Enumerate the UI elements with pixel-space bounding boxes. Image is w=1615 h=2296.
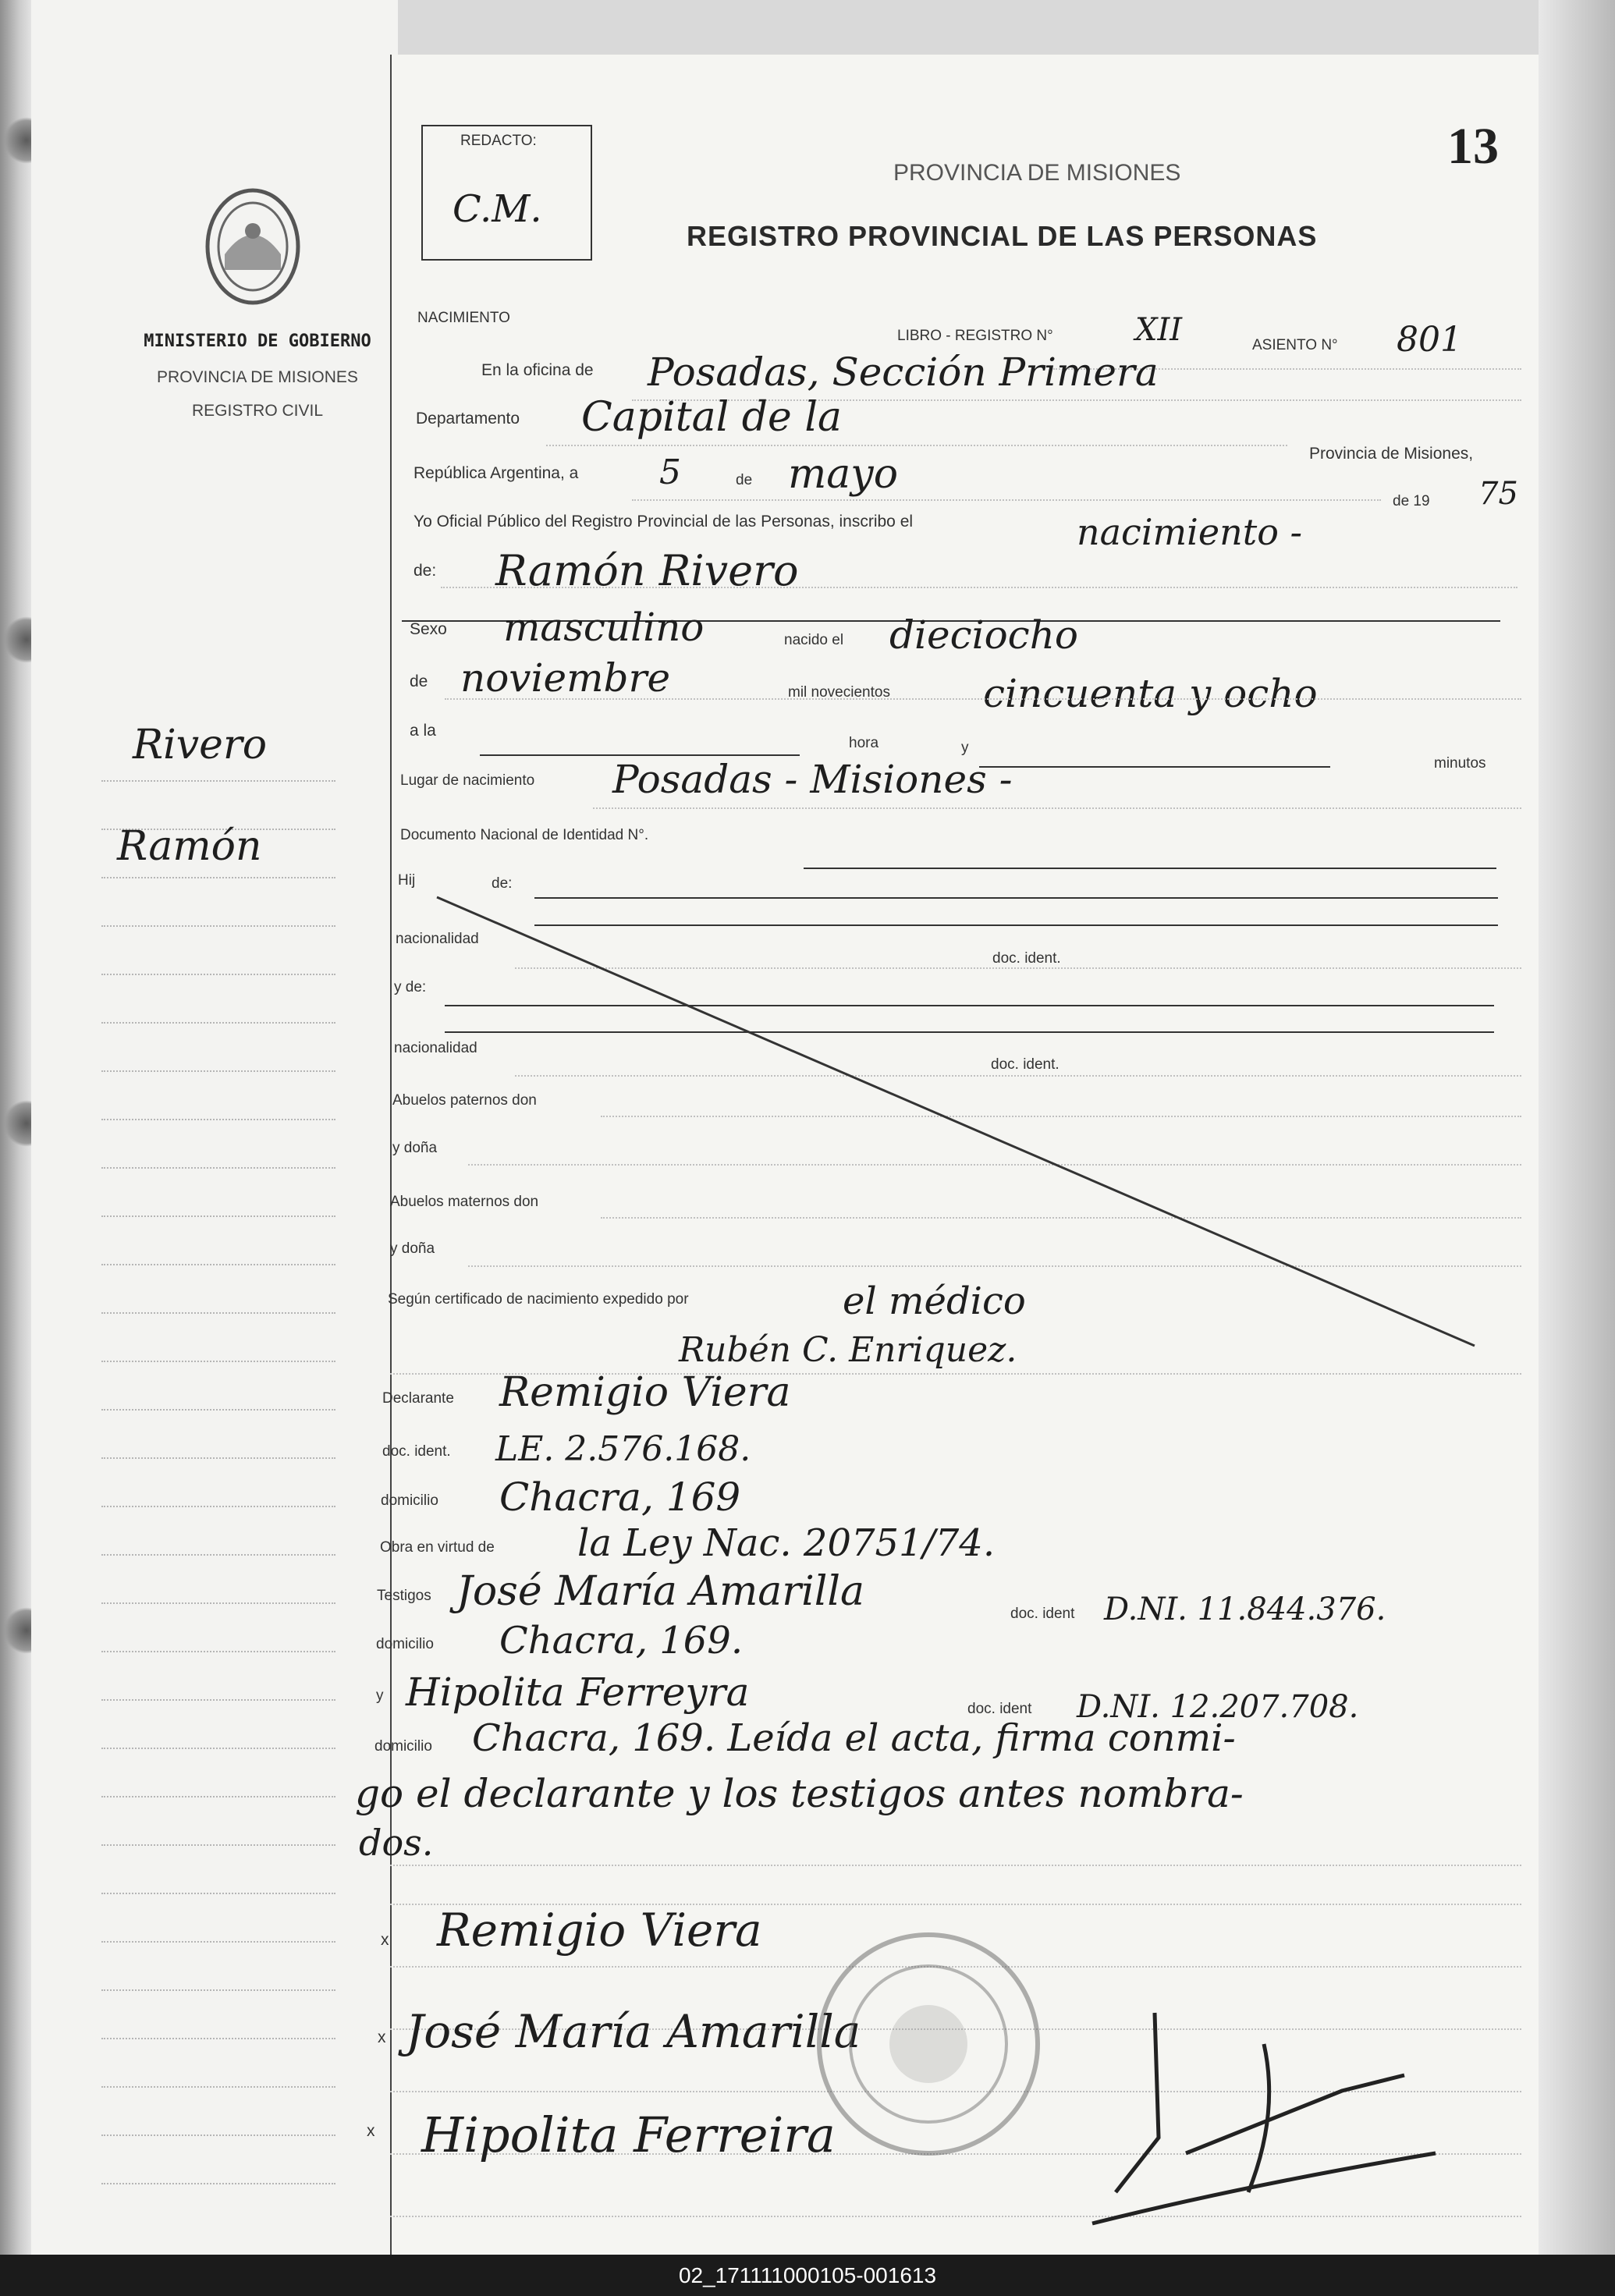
oficina-value: Posadas, Sección Primera xyxy=(648,350,1159,395)
sexo-label: Sexo xyxy=(410,620,447,638)
signature-mark: x xyxy=(378,2028,386,2046)
docident-label: doc. ident. xyxy=(992,950,1061,967)
inscripto-de-label: de: xyxy=(414,562,437,580)
dia-value: 5 xyxy=(659,452,681,492)
minutos-label: minutos xyxy=(1434,755,1486,772)
obra-value: la Ley Nac. 20751/74. xyxy=(577,1521,996,1565)
signature-mark: x xyxy=(381,1931,389,1949)
testigo1-domicilio-value: Chacra, 169. xyxy=(499,1619,744,1663)
hij-label: Hij xyxy=(398,872,416,889)
testigo1-domicilio-label: domicilio xyxy=(376,1636,434,1652)
signature-testigo2: Hipolita Ferreira xyxy=(421,2106,836,2163)
inscribo-value: nacimiento - xyxy=(1077,511,1303,553)
sexo-value: masculino xyxy=(503,605,705,650)
domicilio-label: domicilio xyxy=(381,1492,438,1509)
departamento-label: Departamento xyxy=(416,410,520,428)
header-title: REGISTRO PROVINCIAL DE LAS PERSONAS xyxy=(687,220,1318,252)
testigo1-docident-label: doc. ident xyxy=(1010,1606,1075,1622)
medico-value: Rubén C. Enriquez. xyxy=(679,1330,1017,1370)
y-label: y xyxy=(961,740,969,756)
abuelos-maternos-dona-label: y doña xyxy=(390,1240,435,1257)
docident2-label: doc. ident. xyxy=(991,1056,1060,1073)
testigo2-docident-value: D.NI. 12.207.708. xyxy=(1077,1689,1359,1725)
libro-label: LIBRO - REGISTRO N° xyxy=(897,328,1053,344)
abuelos-paternos-label: Abuelos paternos don xyxy=(392,1092,537,1109)
mes-value: mayo xyxy=(788,451,898,498)
yo-oficial-label: Yo Oficial Público del Registro Provincial de las Personas, inscribo el xyxy=(414,513,914,531)
margin-surname: Rivero xyxy=(133,722,268,768)
officer-signature-icon xyxy=(936,1997,1498,2231)
certificado-value: el médico xyxy=(843,1279,1026,1323)
abuelos-maternos-label: Abuelos maternos don xyxy=(390,1194,539,1210)
nac-de-label: de xyxy=(410,672,428,690)
lugar-value: Posadas - Misiones - xyxy=(612,757,1013,802)
dni-label: Documento Nacional de Identidad N°. xyxy=(400,827,649,843)
obra-label: Obra en virtud de xyxy=(380,1539,495,1556)
declarante-label: Declarante xyxy=(382,1390,454,1407)
abuelos-paternos-dona-label: y doña xyxy=(392,1140,438,1156)
declarante-docident-label: doc. ident. xyxy=(382,1443,451,1460)
declarante-value: Remigio Viera xyxy=(499,1369,791,1416)
signature-testigo1: José María Amarilla xyxy=(406,2005,861,2058)
asiento-label: ASIENTO N° xyxy=(1252,337,1338,353)
nacimiento-label: NACIMIENTO xyxy=(417,310,510,326)
departamento-value: Capital de la xyxy=(581,394,842,441)
lugar-label: Lugar de nacimiento xyxy=(400,772,535,789)
republica-label: República Argentina, a xyxy=(414,464,579,482)
fecha-de-label: de xyxy=(736,472,753,488)
nacionalidad-label: nacionalidad xyxy=(396,931,479,947)
testigo1-value: José María Amarilla xyxy=(456,1568,865,1615)
redacto-value: C.M. xyxy=(453,187,542,231)
redacto-label: REDACTO: xyxy=(460,133,537,149)
margin-given-name: Ramón xyxy=(117,823,262,870)
file-id: 02_171111000105-001613 xyxy=(0,2255,1615,2296)
closing-line-3: dos. xyxy=(359,1822,434,1864)
de19-label: de 19 xyxy=(1393,493,1430,509)
mil-value: cincuenta y ocho xyxy=(983,671,1318,716)
header-province: PROVINCIA DE MISIONES xyxy=(893,160,1181,186)
yde-label: y de: xyxy=(394,979,427,995)
ala-label: a la xyxy=(410,722,436,740)
testigo2-docident-label: doc. ident xyxy=(967,1701,1032,1717)
nac-mes-value: noviembre xyxy=(460,655,671,701)
testigo2-value: Hipolita Ferreyra xyxy=(406,1670,750,1715)
closing-line-2: go el declarante y los testigos antes nombra- xyxy=(355,1771,1244,1816)
testigo2-domicilio-label: domicilio xyxy=(374,1738,432,1755)
asiento-value: 801 xyxy=(1397,320,1462,360)
libro-value: XII xyxy=(1135,312,1183,348)
signature-mark: x xyxy=(367,2122,375,2140)
page-number: 13 xyxy=(1447,118,1499,175)
signature-declarante: Remigio Viera xyxy=(437,1904,762,1957)
nombre-value: Ramón Rivero xyxy=(495,546,799,595)
mil-label: mil novecientos xyxy=(788,684,890,701)
ministry-registry: REGISTRO CIVIL xyxy=(191,402,324,420)
oficina-label: En la oficina de xyxy=(481,361,594,379)
testigos-label: Testigos xyxy=(377,1588,431,1604)
hij-de-label: de: xyxy=(492,875,513,892)
nacido-label: nacido el xyxy=(784,632,844,648)
domicilio-value: Chacra, 169 xyxy=(499,1474,741,1520)
nacionalidad2-label: nacionalidad xyxy=(394,1040,477,1056)
testigo2-y-label: y xyxy=(376,1687,384,1704)
nacido-value: dieciocho xyxy=(889,612,1078,658)
provincia-label: Provincia de Misiones, xyxy=(1309,445,1474,463)
certificado-label: Según certificado de nacimiento expedido por xyxy=(388,1291,689,1308)
declarante-docident-value: LE. 2.576.168. xyxy=(495,1429,751,1469)
testigo1-docident-value: D.NI. 11.844.376. xyxy=(1104,1592,1386,1627)
ministry-name: MINISTERIO DE GOBIERNO xyxy=(144,332,371,351)
anio-value: 75 xyxy=(1478,476,1518,512)
ministry-province: PROVINCIA DE MISIONES xyxy=(157,368,358,386)
testigo2-domicilio-value: Chacra, 169. Leída el acta, firma conmi- xyxy=(472,1716,1236,1760)
hora-label: hora xyxy=(849,735,879,751)
